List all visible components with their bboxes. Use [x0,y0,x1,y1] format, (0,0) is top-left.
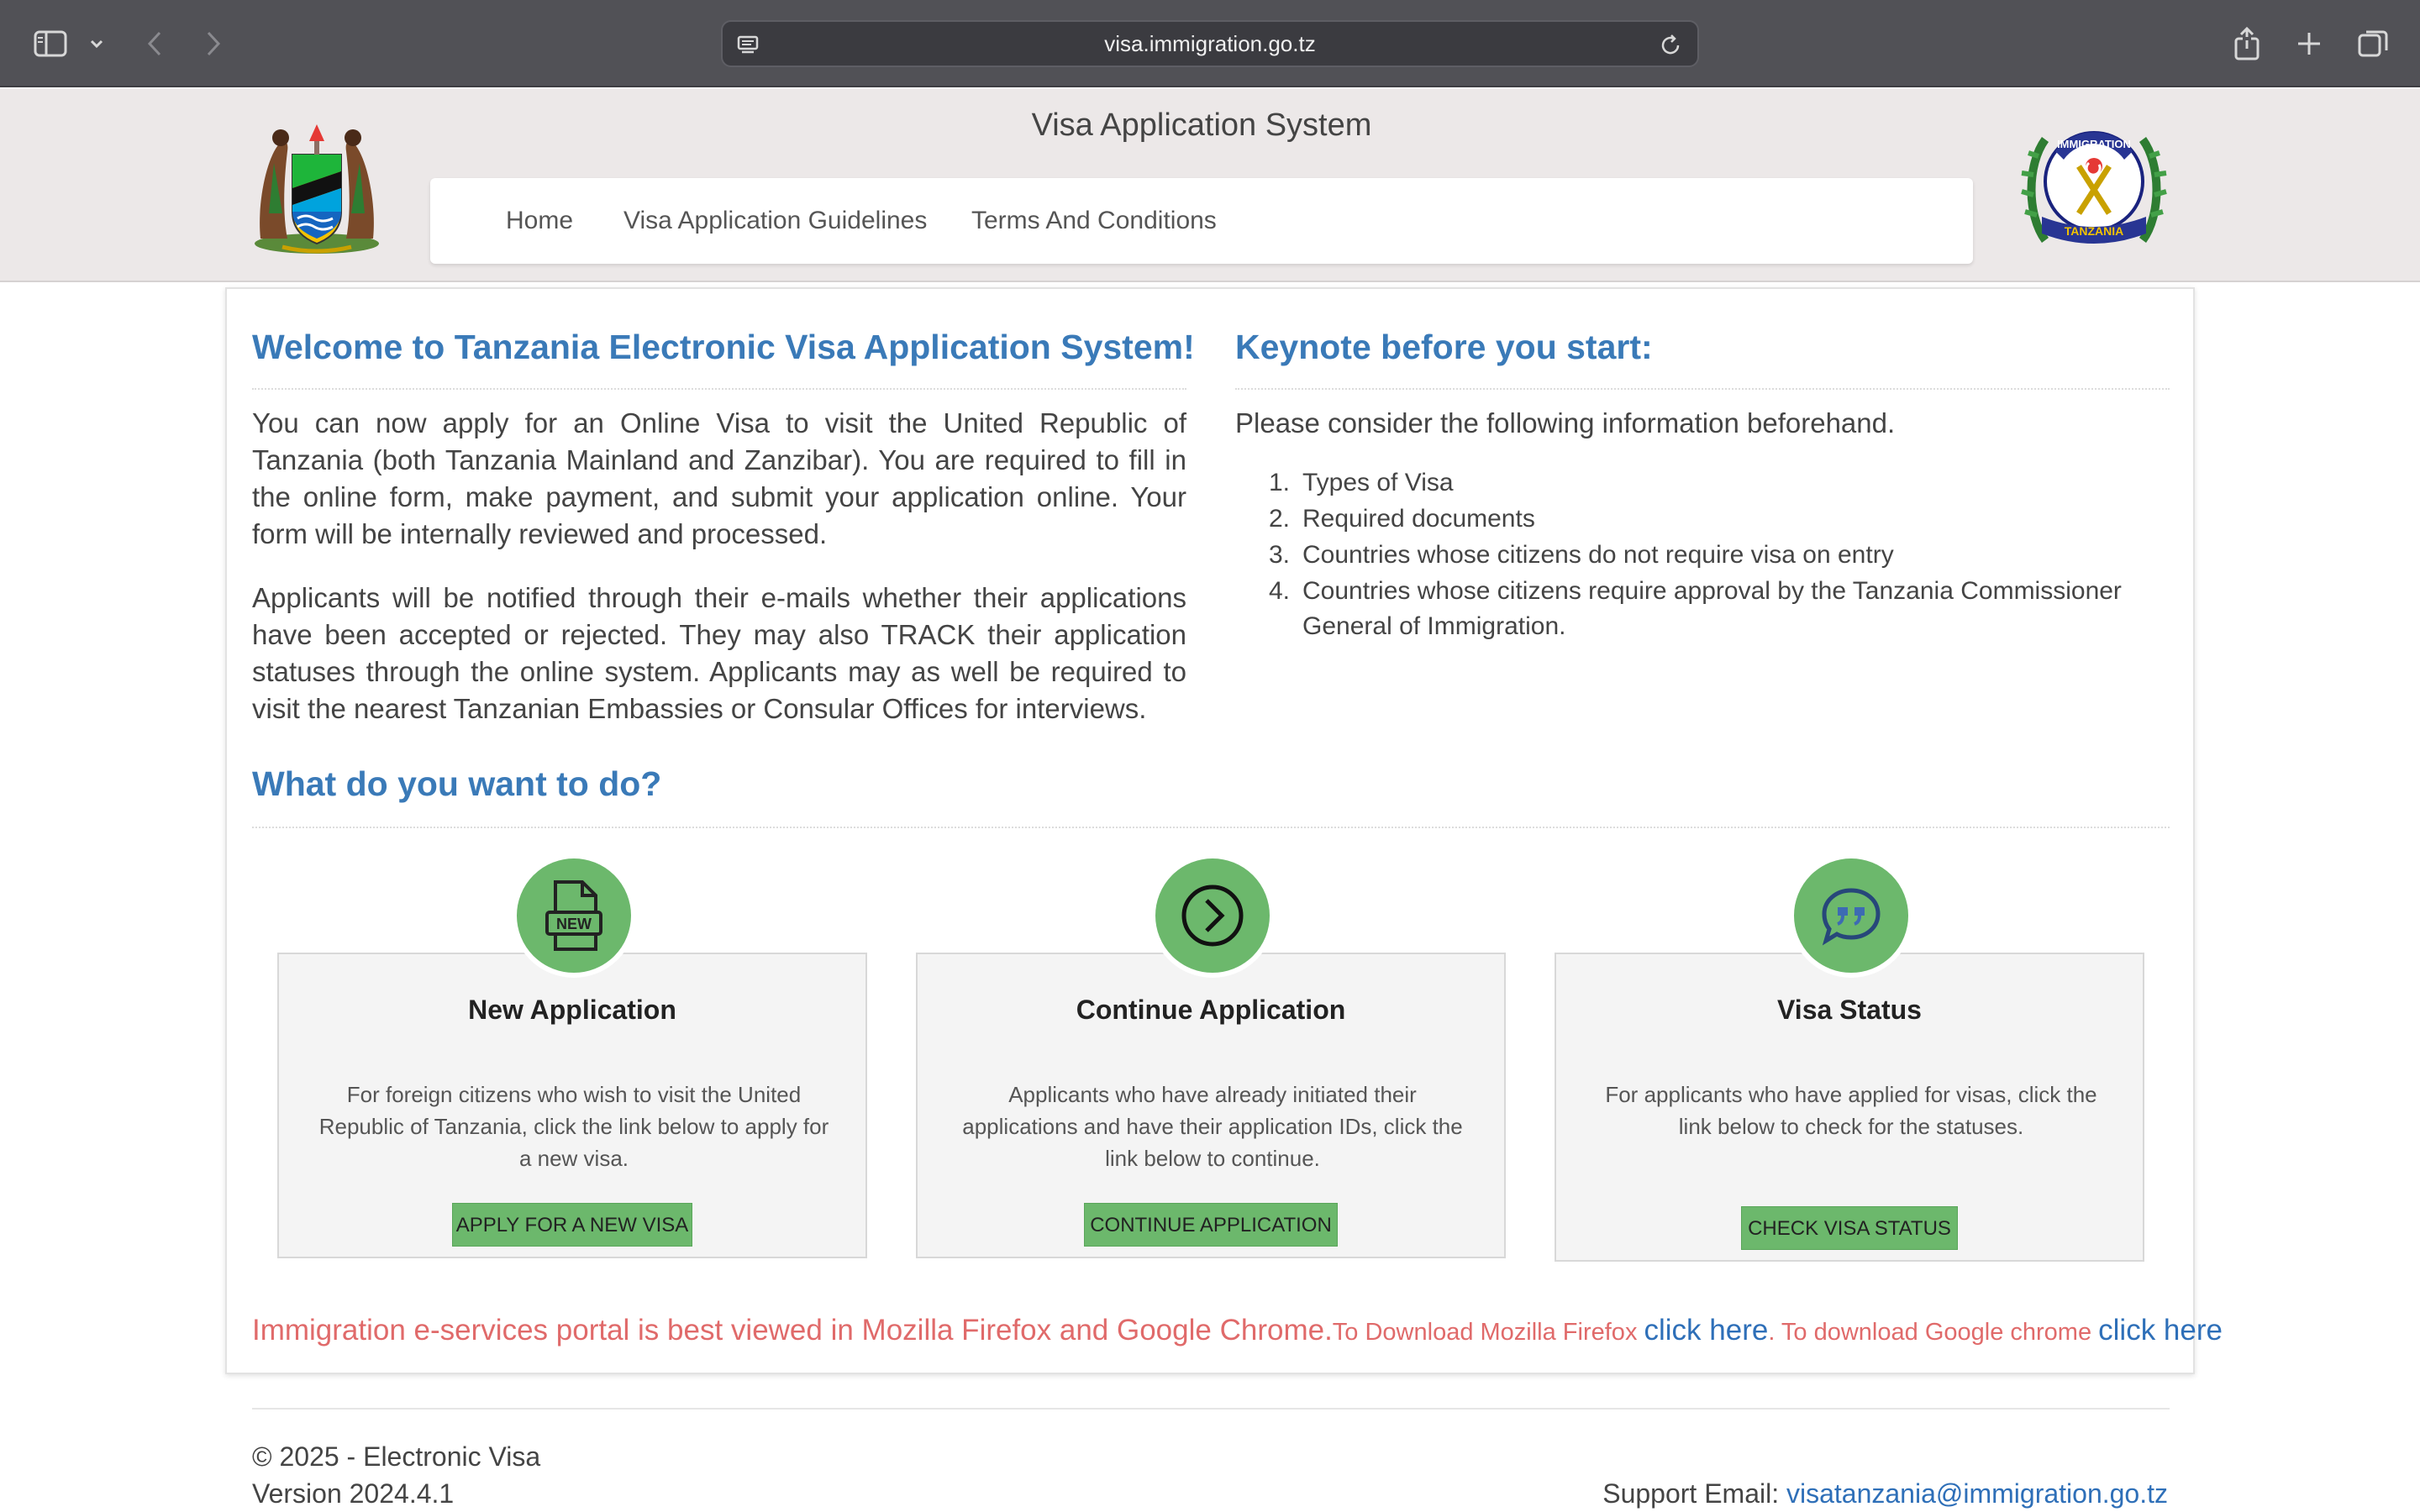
address-bar[interactable] [721,20,1699,67]
divider [252,388,1186,390]
list-number: 2. [1269,505,1291,533]
continue-application-button[interactable]: CONTINUE APPLICATION [1084,1203,1338,1247]
actions-heading: What do you want to do? [252,764,662,803]
site-header [0,89,2420,282]
forward-arrow-icon[interactable] [198,25,229,62]
logo-banner-text: TANZANIA [2064,224,2124,238]
new-application-title: New Application [468,995,676,1025]
visa-status-description: For applicants who have applied for visas, click the link below to check for the statuses. [1605,1082,2097,1139]
visa-status-panel [1555,953,2144,1262]
list-item [1235,501,2170,537]
list-number: 1. [1269,469,1291,496]
list-item-text: Required documents [1302,505,1535,533]
site-title: Visa Application System [1031,108,1372,143]
notice-main-text: Immigration e-services portal is best viewed in Mozilla Firefox and Google Chrome. [252,1314,1333,1347]
browser-recommendation-notice [252,1314,2223,1347]
continue-application-title: Continue Application [1076,995,1346,1025]
tab-overview-icon[interactable] [2353,24,2393,64]
welcome-heading: Welcome to Tanzania Electronic Visa Application System! [252,328,1195,366]
keynote-intro: Please consider the following information beforehand. [1235,407,1896,438]
support-label: Support Email: [1602,1478,1786,1509]
divider [252,827,2170,828]
keynote-heading: Keynote before you start: [1235,328,1653,366]
continue-application-description: Applicants who have already initiated their applications and have their application IDs, click the link below to continue. [962,1082,1463,1171]
immigration-department-logo [2020,114,2168,257]
new-application-description: For foreign citizens who wish to visit the United Republic of Tanzania, click the link below to apply for a new visa. [318,1082,829,1171]
chevron-down-icon[interactable] [84,25,109,62]
chrome-download-text: To download Google chrome [1781,1319,2099,1346]
new-tab-icon[interactable] [2291,24,2328,64]
chevron-right-circle-icon [1150,853,1275,978]
chrome-download-link[interactable]: click here [2098,1314,2223,1347]
welcome-paragraph-2: Applicants will be notified through their e-mails whether their applications have been accepted or rejected. They may also TRACK their application statuses through the online system. Applicants may as well be required to visit the nearest Tanzanian Embassies or Consular Offices for interviews. [252,582,1186,724]
tanzania-coat-of-arms-logo [249,113,385,257]
version-text: Version 2024.4.1 [252,1478,455,1509]
footer-divider [252,1408,2170,1410]
new-icon-text: NEW [556,916,592,932]
list-item [1235,465,2170,501]
check-visa-status-button[interactable]: CHECK VISA STATUS [1741,1206,1958,1250]
list-item-text: Countries whose citizens do not require visa on entry [1302,541,1894,569]
nav-guidelines-link[interactable]: Visa Application Guidelines [623,207,928,234]
list-number: 3. [1269,541,1291,569]
browser-toolbar [0,0,2420,87]
list-number: 4. [1269,577,1291,605]
support-email-line [1602,1478,2168,1509]
reload-icon[interactable] [1655,30,1686,60]
support-email-link[interactable]: visatanzania@immigration.go.tz [1786,1478,2168,1509]
main-navbar [430,178,1973,264]
divider [1235,388,2170,390]
continue-application-panel [916,953,1506,1258]
keynote-list [1235,465,2170,645]
nav-home-link[interactable]: Home [506,207,574,234]
copyright-text: © 2025 - Electronic Visa [252,1441,541,1472]
logo-top-text: IMMIGRATION [2057,138,2131,150]
list-item [1235,574,2170,644]
sidebar-toggle-icon[interactable] [32,25,69,62]
url-text[interactable]: visa.immigration.go.tz [1104,31,1316,56]
visa-status-title: Visa Status [1777,995,1922,1025]
list-item-text: Countries whose citizens require approval by the Tanzania Commissioner General of Immigration. [1302,577,2122,640]
new-document-icon [512,853,636,978]
welcome-paragraph-1: You can now apply for an Online Visa to visit the United Republic of Tanzania (both Tanzania Mainland and Zanzibar). You are required to fill in the online form, make payment, and submit your application online. Your form will be internally reviewed and processed. [252,407,1186,549]
main-content-card [225,287,2223,1374]
notice-separator: . [1768,1319,1781,1346]
firefox-download-link[interactable]: click here [1644,1314,1769,1347]
firefox-download-text: To Download Mozilla Firefox [1332,1319,1644,1346]
back-arrow-icon[interactable] [139,25,170,62]
share-icon[interactable] [2228,24,2265,64]
nav-terms-link[interactable]: Terms And Conditions [971,207,1217,234]
list-item-text: Types of Visa [1302,469,1454,496]
new-application-panel [277,916,867,1258]
list-item [1235,538,2170,573]
quote-chat-bubble-icon [1789,853,1913,978]
apply-new-visa-button[interactable]: APPLY FOR A NEW VISA [452,1203,692,1247]
